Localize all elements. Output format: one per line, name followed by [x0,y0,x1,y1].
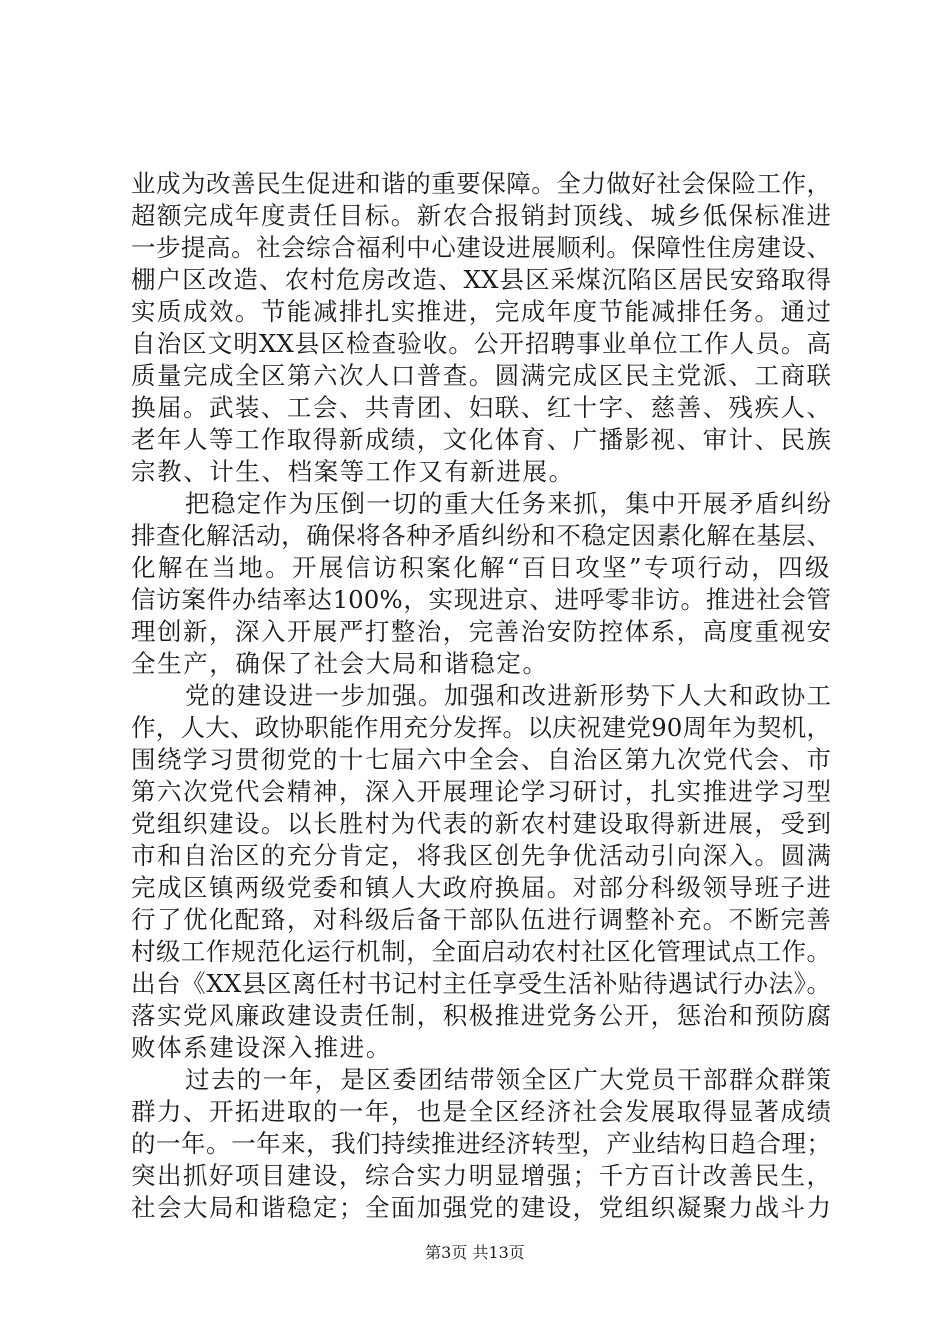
text-line: 过去的一年，是区委团结带领全区广大党员干部群众群策 [185,1065,831,1094]
text-line: 社会大局和谐稳定；全面加强党的建设，党组织凝聚力战斗力 [131,1193,831,1222]
text-line: 理创新，深入开展严打整治，完善治安防控体系，高度重视安 [131,617,831,646]
text-line: 党的建设进一步加强。加强和改进新形势下人大和政协工 [185,681,831,710]
text-line: 落实党风廉政建设责任制，积极推进党务公开，惩治和预防腐 [131,1001,831,1030]
page-number: 第3页 共13页 [425,1243,525,1262]
paragraph-social-security [131,168,831,488]
document-body [131,168,831,1224]
text-line: 出台《XX县区离任村书记村主任享受生活补贴待遇试行办法》。 [131,969,831,998]
text-line: 实质成效。节能减排扎实推进，完成年度节能减排任务。通过 [131,297,831,326]
paragraph-party-building [131,680,831,1064]
text-line: 第六次党代会精神，深入开展理论学习研讨，扎实推进学习型 [131,777,831,806]
text-line: 超额完成年度责任目标。新农合报销封顶线、城乡低保标准进 [131,201,831,230]
text-line: 全生产，确保了社会大局和谐稳定。 [131,649,549,678]
text-line: 宗教、计生、档案等工作又有新进展。 [131,457,575,486]
paragraph-summary [131,1064,831,1224]
text-line: 信访案件办结率达100%，实现进京、进呼零非访。推进社会管 [131,585,831,614]
text-line: 完成区镇两级党委和镇人大政府换届。对部分科级领导班子进 [131,873,831,902]
text-line: 群力、开拓进取的一年，也是全区经济社会发展取得显著成绩 [131,1097,831,1126]
text-line: 把稳定作为压倒一切的重大任务来抓，集中开展矛盾纠纷 [185,489,831,518]
text-line: 自治区文明XX县区检查验收。公开招聘事业单位工作人员。高 [131,329,831,358]
text-line: 作，人大、政协职能作用充分发挥。以庆祝建党90周年为契机， [131,713,831,742]
text-line: 的一年。一年来，我们持续推进经济转型，产业结构日趋合理； [131,1129,831,1158]
text-line: 突出抓好项目建设，综合实力明显增强；千方百计改善民生， [131,1161,831,1190]
text-line: 棚户区改造、农村危房改造、XX县区采煤沉陷区居民安臵取得 [131,265,831,294]
text-line: 质量完成全区第六次人口普查。圆满完成区民主党派、工商联 [131,361,831,390]
text-line: 化解在当地。开展信访积案化解“百日攻坚”专项行动，四级 [131,553,831,582]
text-line: 排查化解活动，确保将各种矛盾纠纷和不稳定因素化解在基层、 [131,521,831,550]
text-line: 村级工作规范化运行机制，全面启动农村社区化管理试点工作。 [131,937,831,966]
text-line: 行了优化配臵，对科级后备干部队伍进行调整补充。不断完善 [131,905,831,934]
page-footer [0,1240,950,1263]
text-line: 一步提高。社会综合福利中心建设进展顺利。保障性住房建设、 [131,233,831,262]
text-line: 党组织建设。以长胜村为代表的新农村建设取得新进展，受到 [131,809,831,838]
text-line: 市和自治区的充分肯定，将我区创先争优活动引向深入。圆满 [131,841,831,870]
text-line: 换届。武装、工会、共青团、妇联、红十字、慈善、残疾人、 [131,393,831,422]
text-line: 老年人等工作取得新成绩，文化体育、广播影视、审计、民族 [131,425,831,454]
text-line: 围绕学习贯彻党的十七届六中全会、自治区第九次党代会、市 [131,745,831,774]
text-line: 业成为改善民生促进和谐的重要保障。全力做好社会保险工作， [131,169,831,198]
paragraph-stability [131,488,831,680]
text-line: 败体系建设深入推进。 [131,1033,392,1062]
